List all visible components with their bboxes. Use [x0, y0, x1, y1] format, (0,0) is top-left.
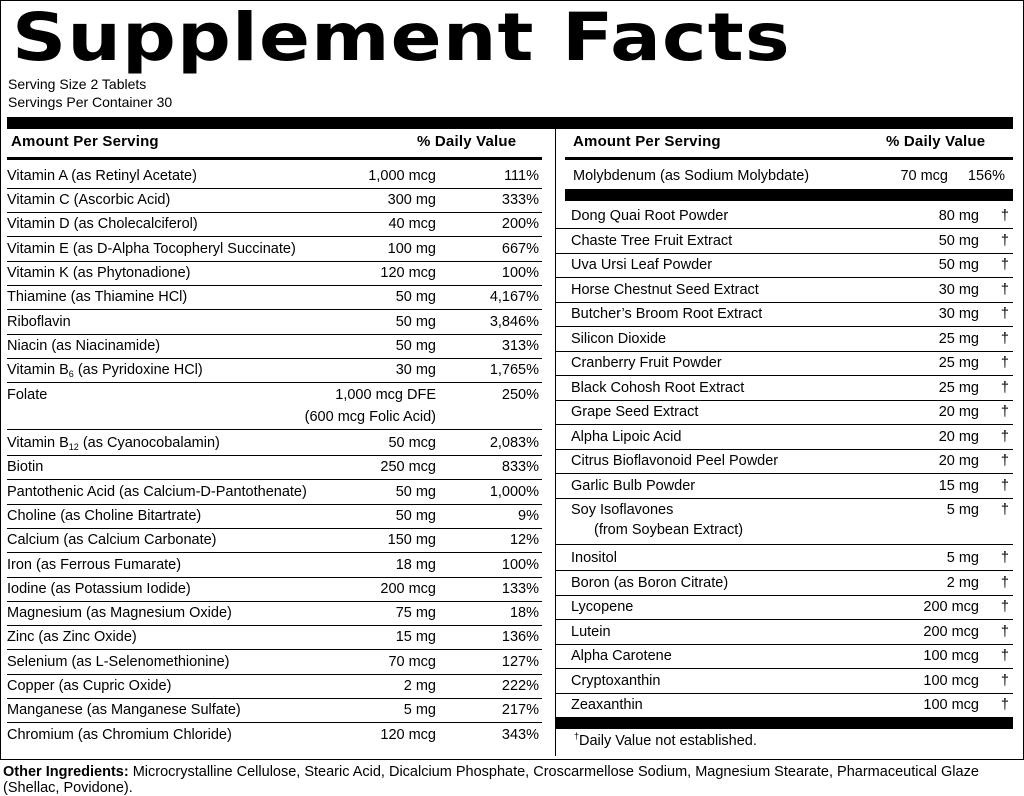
ingredient-name: Alpha Carotene: [571, 648, 672, 664]
nutrient-amount: 15 mg: [395, 629, 436, 645]
nutrient-amount: 75 mg: [395, 605, 436, 621]
nutrient-name: Thiamine (as Thiamine HCl): [7, 289, 188, 305]
ingredient-name: Lycopene: [571, 599, 634, 615]
nutrient-name: Niacin (as Niacinamide): [7, 338, 161, 354]
nutrient-amount: 50 mg: [395, 484, 436, 500]
ingredient-row: [556, 644, 1013, 669]
ingredient-amount: 15 mg: [938, 478, 979, 494]
nutrient-name: Riboflavin: [7, 314, 71, 330]
nutrient-name: Molybdenum (as Sodium Molybdate): [573, 168, 810, 184]
ingredient-name: Cryptoxanthin: [571, 673, 661, 689]
nutrient-amount: 30 mg: [395, 362, 436, 378]
ingredient-row: [556, 546, 1013, 571]
left-dv-header: % Daily Value: [417, 133, 517, 150]
nutrient-name-text: (as Pyridoxine HCl): [73, 362, 203, 378]
nutrient-row: [7, 237, 542, 262]
nutrient-dv: 833%: [501, 459, 539, 475]
dagger-mark: †: [1000, 208, 1009, 224]
nutrient-name: Vitamin K (as Phytonadione): [7, 265, 191, 281]
ingredient-row: [556, 253, 1013, 278]
nutrient-row: [7, 553, 542, 578]
dagger-mark: †: [1000, 257, 1009, 273]
nutrient-row: [7, 504, 542, 529]
nutrient-dv: 136%: [501, 629, 539, 645]
dagger-mark: †: [1000, 550, 1009, 566]
ingredient-row: [556, 425, 1013, 450]
nutrient-row: [7, 480, 542, 505]
ingredient-amount: 100 mcg: [923, 648, 979, 664]
footnote: [574, 731, 757, 749]
nutrient-name: Iodine (as Potassium Iodide): [7, 581, 191, 597]
ingredient-row: [556, 327, 1013, 352]
servings-per-container: Servings Per Container 30: [8, 94, 173, 110]
nutrient-dv: 667%: [501, 241, 539, 257]
nutrient-row: [7, 334, 542, 359]
section-thick-rule: [565, 189, 1013, 201]
nutrient-dv: 217%: [501, 702, 539, 718]
nutrient-dv: 313%: [501, 338, 539, 354]
ingredient-amount: 200 mcg: [923, 599, 979, 615]
nutrient-amount: 120 mcg: [380, 727, 436, 743]
ingredient-amount: 25 mg: [938, 355, 979, 371]
ingredient-row: [556, 669, 1013, 694]
nutrient-dv: 12%: [509, 532, 539, 548]
nutrient-name: Magnesium (as Magnesium Oxide): [7, 605, 232, 621]
nutrient-subscript: 6: [68, 369, 74, 379]
nutrient-amount: 50 mg: [395, 508, 436, 524]
ingredient-row: [556, 400, 1013, 425]
other-ingredients-text: Microcrystalline Cellulose, Stearic Acid, Dicalcium Phosphate, Croscarmellose Sodium, Magnesium Stearate, Pharmaceutical Glaze (Shellac, Povidone).: [3, 764, 979, 796]
nutrient-row: [7, 577, 542, 602]
nutrient-amount: 40 mcg: [388, 216, 436, 232]
nutrient-dv: 133%: [501, 581, 539, 597]
nutrient-row: [7, 212, 542, 237]
ingredient-amount: 5 mg: [946, 502, 979, 518]
dagger-mark: †: [574, 731, 580, 741]
panel-title: Supplement Facts: [12, 0, 791, 76]
nutrient-dv: 1,000%: [489, 484, 539, 500]
ingredient-name: Black Cohosh Root Extract: [571, 380, 745, 396]
nutrient-row: [7, 310, 542, 335]
nutrient-name: Pantothenic Acid (as Calcium-D-Pantothenate): [7, 484, 307, 500]
ingredient-row: [556, 449, 1013, 474]
ingredient-amount: 25 mg: [938, 331, 979, 347]
nutrient-name: Choline (as Choline Bitartrate): [7, 508, 202, 524]
nutrient-row: [7, 650, 542, 675]
nutrient-dv: 200%: [501, 216, 539, 232]
ingredient-name: Cranberry Fruit Powder: [571, 355, 722, 371]
dagger-mark: †: [1000, 331, 1009, 347]
nutrient-row: [7, 164, 542, 189]
dagger-mark: †: [1000, 233, 1009, 249]
ingredient-name: Grape Seed Extract: [571, 404, 699, 420]
nutrient-amount: 300 mg: [387, 192, 436, 208]
nutrient-amount: 50 mcg: [388, 435, 436, 451]
ingredient-row: [556, 302, 1013, 327]
nutrient-name-text: (as Cyanocobalamin): [78, 435, 220, 451]
dagger-mark: †: [1000, 599, 1009, 615]
serving-size: Serving Size 2 Tablets: [8, 76, 147, 92]
ingredient-name-detail: (from Soybean Extract): [594, 522, 744, 538]
nutrient-name: Chromium (as Chromium Chloride): [7, 727, 232, 743]
nutrient-name: [7, 362, 203, 379]
ingredient-row: [556, 351, 1013, 376]
nutrient-name: Vitamin C (Ascorbic Acid): [7, 192, 171, 208]
ingredient-amount: 20 mg: [938, 429, 979, 445]
ingredient-amount: 100 mcg: [923, 697, 979, 713]
ingredient-name: Chaste Tree Fruit Extract: [571, 233, 733, 249]
molybdenum-row: [565, 164, 1013, 188]
nutrient-name: Selenium (as L-Selenomethionine): [7, 654, 230, 670]
ingredient-row: [556, 693, 1013, 729]
ingredient-amount: 50 mg: [938, 257, 979, 273]
nutrient-row: [7, 528, 542, 553]
nutrient-row: [7, 455, 542, 480]
nutrient-name: Folate: [7, 387, 48, 403]
nutrient-dv: 111%: [504, 168, 539, 184]
nutrient-amount: 1,000 mcg: [368, 168, 436, 184]
dagger-mark: †: [1000, 697, 1009, 713]
ingredient-amount: 50 mg: [938, 233, 979, 249]
nutrient-amount: 18 mg: [395, 557, 436, 573]
nutrient-name: Iron (as Ferrous Fumarate): [7, 557, 182, 573]
dagger-mark: †: [1000, 380, 1009, 396]
ingredient-amount: 25 mg: [938, 380, 979, 396]
nutrient-row: [7, 188, 542, 213]
nutrient-row: [7, 261, 542, 286]
dagger-mark: †: [1000, 648, 1009, 664]
nutrient-dv: 156%: [967, 168, 1005, 184]
nutrient-amount: 1,000 mcg DFE: [335, 387, 436, 403]
dagger-mark: †: [1000, 404, 1009, 420]
ingredient-row: [556, 571, 1013, 596]
nutrient-dv: 127%: [501, 654, 539, 670]
left-amount-header: Amount Per Serving: [11, 133, 159, 150]
nutrient-amount: 50 mg: [395, 338, 436, 354]
ingredient-name: Garlic Bulb Powder: [571, 478, 696, 494]
nutrient-amount: 50 mg: [395, 314, 436, 330]
dagger-mark: †: [1000, 478, 1009, 494]
nutrient-name: Biotin: [7, 459, 44, 475]
nutrient-amount: 250 mcg: [380, 459, 436, 475]
nutrient-amount: 200 mcg: [380, 581, 436, 597]
ingredient-row: [556, 620, 1013, 645]
ingredient-name: Lutein: [571, 624, 611, 640]
nutrient-row: [7, 285, 542, 310]
nutrient-name: Manganese (as Manganese Sulfate): [7, 702, 241, 718]
nutrient-amount: 50 mg: [395, 289, 436, 305]
right-header-rule: [565, 157, 1013, 160]
top-thick-rule: [7, 117, 1013, 129]
left-header-rule: [7, 157, 542, 160]
ingredient-row: [556, 474, 1013, 499]
ingredient-name: Zeaxanthin: [571, 697, 643, 713]
nutrient-name: Vitamin A (as Retinyl Acetate): [7, 168, 197, 184]
nutrient-dv: 9%: [518, 508, 539, 524]
footnote-text: Daily Value not established.: [579, 732, 757, 749]
dagger-mark: †: [1000, 306, 1009, 322]
nutrient-dv: 333%: [501, 192, 539, 208]
ingredient-amount: 30 mg: [938, 282, 979, 298]
nutrient-name-text: Vitamin B: [7, 362, 69, 378]
nutrient-name: Zinc (as Zinc Oxide): [7, 629, 137, 645]
ingredient-row: [556, 229, 1013, 254]
ingredient-name: Citrus Bioflavonoid Peel Powder: [571, 453, 779, 469]
ingredient-row: [556, 278, 1013, 303]
right-amount-header: Amount Per Serving: [573, 133, 721, 150]
nutrient-row: [7, 431, 542, 456]
nutrient-row: [7, 674, 542, 699]
nutrient-row: [7, 625, 542, 650]
nutrient-row: [7, 601, 542, 626]
ingredient-name: Horse Chestnut Seed Extract: [571, 282, 759, 298]
ingredient-name: Dong Quai Root Powder: [571, 208, 729, 224]
ingredient-row: [556, 204, 1013, 229]
nutrient-dv: 100%: [501, 557, 539, 573]
ingredient-name: Silicon Dioxide: [571, 331, 667, 347]
ingredient-amount: 200 mcg: [923, 624, 979, 640]
nutrient-amount: 70 mcg: [388, 654, 436, 670]
right-dv-header: % Daily Value: [886, 133, 986, 150]
nutrient-name: Vitamin D (as Cholecalciferol): [7, 216, 198, 232]
dagger-mark: †: [1000, 502, 1009, 518]
dagger-mark: †: [1000, 575, 1009, 591]
ingredient-amount: 2 mg: [946, 575, 979, 591]
ingredient-amount: 30 mg: [938, 306, 979, 322]
dagger-mark: †: [1000, 673, 1009, 689]
nutrient-dv: 1,765%: [489, 362, 539, 378]
ingredient-amount: 20 mg: [938, 453, 979, 469]
nutrient-dv: 18%: [509, 605, 539, 621]
nutrient-amount: 70 mcg: [900, 168, 948, 184]
nutrient-amount: 2 mg: [403, 678, 436, 694]
nutrient-subscript: 12: [68, 442, 79, 452]
nutrient-name: Copper (as Cupric Oxide): [7, 678, 172, 694]
ingredient-row: [556, 498, 1013, 545]
nutrient-dv: 4,167%: [489, 289, 539, 305]
ingredient-amount: 20 mg: [938, 404, 979, 420]
nutrient-amount: 100 mg: [387, 241, 436, 257]
ingredient-name: Soy Isoflavones: [571, 502, 674, 518]
nutrient-dv: 250%: [501, 387, 539, 403]
nutrient-dv: 2,083%: [489, 435, 539, 451]
nutrient-amount: 5 mg: [403, 702, 436, 718]
other-ingredients: [3, 764, 1018, 796]
ingredient-name: Uva Ursi Leaf Powder: [571, 257, 713, 273]
ingredient-name: Butcher’s Broom Root Extract: [571, 306, 763, 322]
nutrient-dv: 343%: [501, 727, 539, 743]
nutrient-dv: 3,846%: [489, 314, 539, 330]
dagger-mark: †: [1000, 282, 1009, 298]
ingredient-amount: 80 mg: [938, 208, 979, 224]
ingredient-name: Boron (as Boron Citrate): [571, 575, 729, 591]
nutrient-name: Vitamin E (as D-Alpha Tocopheryl Succinate): [7, 241, 296, 257]
nutrient-dv: 100%: [501, 265, 539, 281]
nutrient-name-text: Vitamin B: [7, 435, 69, 451]
dagger-mark: †: [1000, 624, 1009, 640]
nutrient-row: [7, 723, 542, 747]
nutrient-row: [7, 698, 542, 723]
nutrient-dv: 222%: [501, 678, 539, 694]
dagger-mark: †: [1000, 429, 1009, 445]
ingredient-amount: 5 mg: [946, 550, 979, 566]
nutrient-row: [7, 358, 542, 383]
dagger-mark: †: [1000, 453, 1009, 469]
nutrient-amount-detail: (600 mcg Folic Acid): [304, 409, 436, 425]
nutrient-name: Calcium (as Calcium Carbonate): [7, 532, 217, 548]
ingredient-name: Inositol: [571, 550, 617, 566]
nutrient-amount: 120 mcg: [380, 265, 436, 281]
ingredient-amount: 100 mcg: [923, 673, 979, 689]
dagger-mark: †: [1000, 355, 1009, 371]
other-ingredients-label: Other Ingredients:: [3, 764, 129, 780]
ingredient-row: [556, 376, 1013, 401]
nutrient-row: [7, 383, 542, 430]
ingredient-row: [556, 595, 1013, 620]
ingredient-name: Alpha Lipoic Acid: [571, 429, 682, 445]
nutrient-name: [7, 435, 220, 452]
nutrient-amount: 150 mg: [387, 532, 436, 548]
